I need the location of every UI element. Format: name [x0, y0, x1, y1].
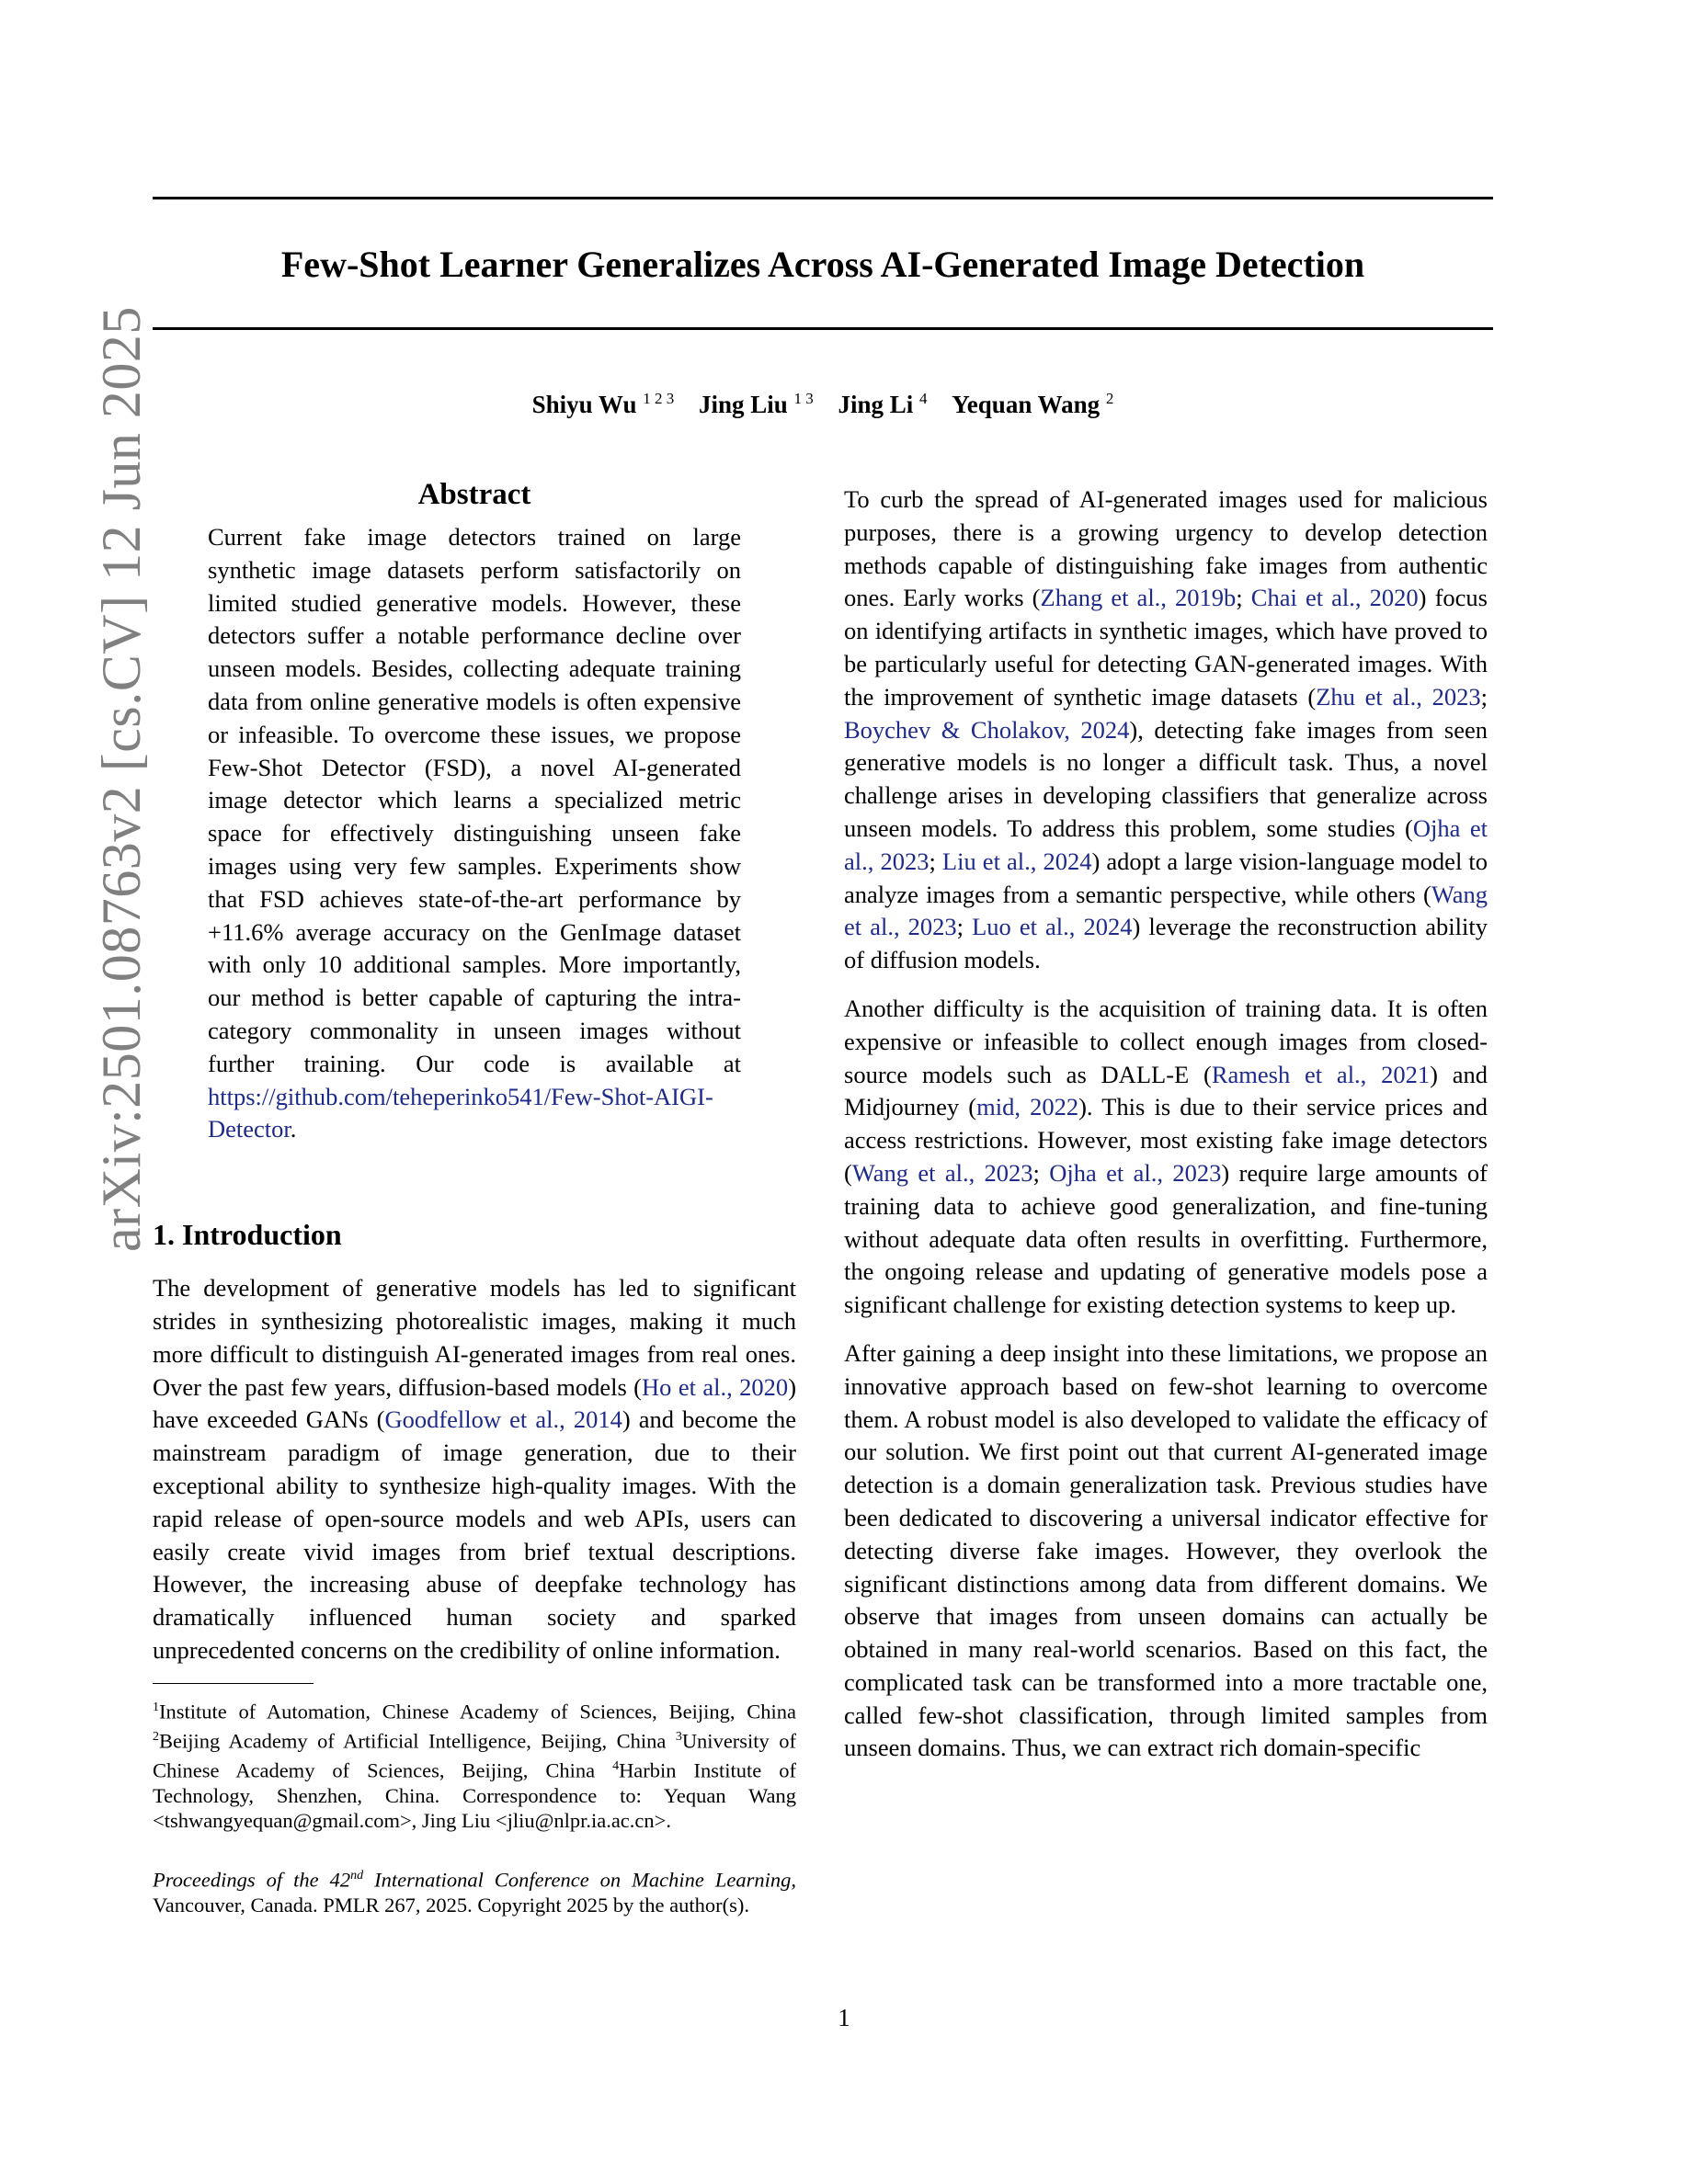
- author: [532, 391, 675, 418]
- section-heading-introduction: 1. Introduction: [153, 1218, 342, 1252]
- citation-link[interactable]: Ho et al., 2020: [642, 1372, 789, 1401]
- author-list: [153, 390, 1493, 419]
- citation-link[interactable]: Ramesh et al., 2021: [1211, 1060, 1431, 1088]
- author: [952, 391, 1113, 418]
- citation-link[interactable]: Ojha et al., 2023: [1049, 1158, 1222, 1187]
- title-rule-top: [153, 197, 1493, 199]
- citation-link[interactable]: mid, 2022: [976, 1093, 1079, 1121]
- citation-link[interactable]: Wang et al., 2023: [844, 880, 1488, 941]
- arxiv-stamp: arXiv:2501.08763v2 [cs.CV] 12 Jun 2025: [91, 306, 152, 1252]
- proceedings-note: Proceedings of the 42nd International Conference on Machine Learning, Vancouver, Canada. PMLR 267, 2025. Copyright 2025 by the author(s).: [153, 1868, 797, 1917]
- abstract-text: Current fake image detectors trained on large synthetic image datasets perform satisfactorily on limited studied generative models. However, these detectors suffer a notable performance decline over unseen models. Besides, collecting adequate training data from online generative models is often expensive or infeasible. To overcome these issues, we propose Few-Shot Detector (FSD), a novel AI-generated image detector which learns a specialized metric space for effectively distinguishing unseen fake images using very few samples. Experiments show that FSD achieves state-of-the-art performance by +11.6% average accuracy on the GenImage dataset with only 10 additional samples. More importantly, our method is better capable of capturing the intra-category commonality in unseen images without further training. Our code is available at https://github.com/teheperinko541/Few-Shot-AIGI-Detector.: [208, 523, 741, 1143]
- author-affiliation: 1 3: [793, 390, 814, 407]
- intro-paragraph: The development of generative models has led to significant strides in synthesizing photorealistic images, making it much more difficult to distinguish AI-generated images from real ones. Over the past few years, diffusion-based models (Ho et al., 2020) have exceeded GANs (Goodfellow et al., 2014) and become the mainstream paradigm of image generation, due to their exceptional ability to synthesize high-quality images. With the rapid release of open-source models and web APIs, users can easily create vivid images from brief textual descriptions. However, the increasing abuse of deepfake technology has dramatically influenced human society and sparked unprecedented concerns on the credibility of online information.: [153, 1274, 797, 1664]
- citation-link[interactable]: Chai et al., 2020: [1250, 584, 1419, 612]
- author: [699, 391, 814, 418]
- citation-link[interactable]: Zhang et al., 2019b: [1040, 584, 1237, 612]
- code-link[interactable]: https://github.com/teheperinko541/Few-Shot-AIGI-Detector: [208, 1082, 713, 1143]
- right-paragraph-4: After gaining a deep insight into these limitations, we propose an innovative approach based on few-shot learning to overcome them. A robust model is also developed to validate the efficacy of our solution. We first point out that current AI-generated image detection is a domain generalization task. Previous studies have been dedicated to discovering a universal indicator effective for detecting diverse fake images. However, they overlook the significant distinctions among data from different domains. We observe that images from unseen domains can actually be obtained in many real-world scenarios. Based on this fact, the complicated task can be transformed into a more tractable one, called few-shot classification, through limited samples from unseen domains. Thus, we can extract rich domain-specific: [844, 1338, 1488, 1762]
- citation-link[interactable]: Goodfellow et al., 2014: [384, 1405, 622, 1434]
- author-name: Shiyu Wu: [531, 391, 637, 418]
- citation-link[interactable]: Liu et al., 2024: [941, 847, 1092, 875]
- abstract-heading: Abstract: [417, 478, 531, 511]
- author-name: Yequan Wang: [952, 391, 1101, 418]
- author-affiliation: 1 2 3: [643, 390, 675, 407]
- citation-link[interactable]: Wang et al., 2023: [851, 1158, 1033, 1187]
- author-affiliation: 2: [1105, 390, 1114, 407]
- citation-link[interactable]: Ojha et al., 2023: [844, 813, 1488, 875]
- citation-link[interactable]: Zhu et al., 2023: [1316, 682, 1481, 711]
- right-column: [844, 483, 1488, 1780]
- citation-link[interactable]: Boychev & Cholakov, 2024: [844, 715, 1130, 744]
- author-name: Jing Li: [838, 391, 914, 418]
- affiliations-footnote: $^1$Institute of Automation, Chinese Academy of Sciences, Beijing, China $^2$Beijing Academy of Artificial Intelligence, Beijing, China $^3$University of Chinese Academy of Sciences, Beijing, China $^4$Harbin Institute of Technology, Shenzhen, China. Correspondence to: Yequan Wang <tshwangyequan@gmail.com>, Jing Liu <jliu@nlpr.ia.ac.cn>.: [153, 1700, 796, 1833]
- author: [838, 391, 928, 418]
- title-rule-bottom: [153, 327, 1493, 330]
- citation-link[interactable]: Luo et al., 2024: [972, 913, 1133, 941]
- left-column: [153, 478, 796, 1917]
- right-paragraph-3: Another difficulty is the acquisition of training data. It is often expensive or infeasible to collect enough images from closed-source models such as DALL-E (Ramesh et al., 2021) and Midjourney (mid, 2022). This is due to their service prices and access restrictions. However, most existing fake image detectors (Wang et al., 2023; Ojha et al., 2023) require large amounts of training data to achieve good generalization, and fine-tuning without adequate data often results in overfitting. Furthermore, the ongoing release and updating of generative models pose a significant challenge for existing detection systems to keep up.: [844, 994, 1488, 1319]
- author-affiliation: 4: [919, 390, 928, 407]
- page-number: 1: [838, 2004, 850, 2031]
- footnote-rule: [153, 1683, 314, 1684]
- right-paragraph-2: To curb the spread of AI-generated images used for malicious purposes, there is a growing urgency to develop detection methods capable of distinguishing fake images from authentic ones. Early works (Zhang et al., 2019b; Chai et al., 2020) focus on identifying artifacts in synthetic images, which have proved to be particularly useful for detecting GAN-generated images. With the improvement of synthetic image datasets (Zhu et al., 2023; Boychev & Cholakov, 2024), detecting fake images from seen generative models is no longer a difficult task. Thus, a novel challenge arises in developing classifiers that generalize across unseen models. To address this problem, some studies (Ojha et al., 2023; Liu et al., 2024) adopt a large vision-language model to analyze images from a semantic perspective, while others (Wang et al., 2023; Luo et al., 2024) leverage the reconstruction ability of diffusion models.: [844, 485, 1488, 974]
- paper-title: Few-Shot Learner Generalizes Across AI-Generated Image Detection: [280, 244, 1365, 285]
- author-name: Jing Liu: [698, 391, 788, 418]
